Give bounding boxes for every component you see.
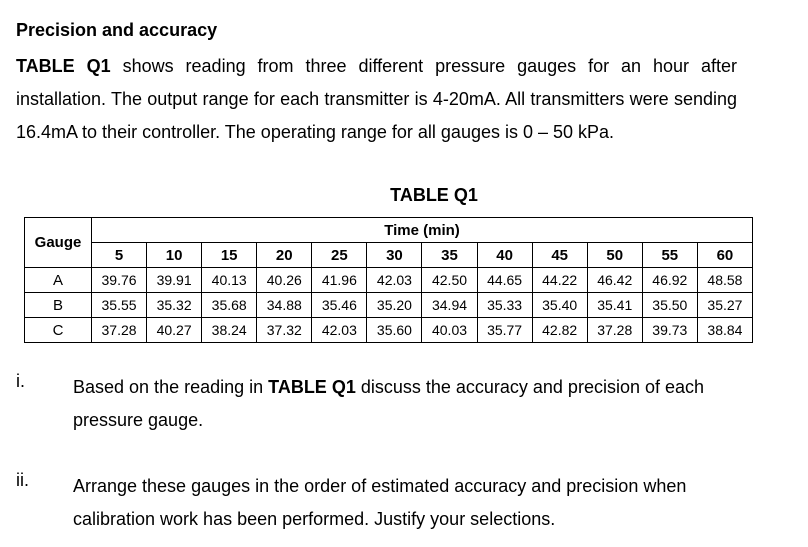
reading-cell: 40.26 bbox=[257, 268, 312, 293]
readings-table bbox=[24, 217, 753, 343]
reading-cell: 35.68 bbox=[202, 293, 257, 318]
question-table-reference: TABLE Q1 bbox=[268, 377, 356, 397]
table-row bbox=[25, 268, 753, 293]
question-text-pre: Based on the reading in bbox=[73, 377, 269, 397]
reading-cell: 41.96 bbox=[312, 268, 367, 293]
time-header-cell: 10 bbox=[147, 243, 202, 268]
reading-cell: 39.91 bbox=[147, 268, 202, 293]
intro-paragraph bbox=[16, 50, 737, 149]
time-header-cell: 35 bbox=[422, 243, 477, 268]
reading-cell: 35.46 bbox=[312, 293, 367, 318]
question-text bbox=[73, 371, 753, 437]
time-values-row bbox=[25, 243, 753, 268]
reading-cell: 44.65 bbox=[477, 268, 532, 293]
reading-cell: 38.84 bbox=[697, 318, 752, 343]
reading-cell: 35.33 bbox=[477, 293, 532, 318]
time-header-cell: 20 bbox=[257, 243, 312, 268]
time-header-cell: 40 bbox=[477, 243, 532, 268]
gauge-name-cell: C bbox=[25, 318, 92, 343]
question-text bbox=[73, 470, 753, 536]
reading-cell: 40.27 bbox=[147, 318, 202, 343]
reading-cell: 35.50 bbox=[642, 293, 697, 318]
reading-cell: 40.13 bbox=[202, 268, 257, 293]
time-header-cell: 60 bbox=[697, 243, 752, 268]
question-number: ii. bbox=[16, 470, 29, 490]
reading-cell: 35.41 bbox=[587, 293, 642, 318]
reading-cell: 38.24 bbox=[202, 318, 257, 343]
reading-cell: 35.32 bbox=[147, 293, 202, 318]
question-text-pre: Arrange these gauges in the order of estimated accuracy and precision when calibration work has been performed. Justify your selections. bbox=[73, 476, 687, 529]
reading-cell: 42.03 bbox=[312, 318, 367, 343]
reading-cell: 34.94 bbox=[422, 293, 477, 318]
reading-cell: 40.03 bbox=[422, 318, 477, 343]
reading-cell: 42.03 bbox=[367, 268, 422, 293]
reading-cell: 35.55 bbox=[92, 293, 147, 318]
reading-cell: 42.82 bbox=[532, 318, 587, 343]
reading-cell: 37.28 bbox=[587, 318, 642, 343]
reading-cell: 35.40 bbox=[532, 293, 587, 318]
table-row bbox=[25, 318, 753, 343]
time-header-cell: 55 bbox=[642, 243, 697, 268]
reading-cell: 37.32 bbox=[257, 318, 312, 343]
reading-cell: 46.42 bbox=[587, 268, 642, 293]
reading-cell: 35.60 bbox=[367, 318, 422, 343]
section-heading: Precision and accuracy bbox=[16, 20, 218, 40]
reading-cell: 34.88 bbox=[257, 293, 312, 318]
gauge-name-cell: B bbox=[25, 293, 92, 318]
time-header-cell: 30 bbox=[367, 243, 422, 268]
reading-cell: 44.22 bbox=[532, 268, 587, 293]
table-reference: TABLE Q1 bbox=[16, 56, 111, 76]
time-header-cell: 25 bbox=[312, 243, 367, 268]
reading-cell: 35.27 bbox=[697, 293, 752, 318]
table-row bbox=[25, 293, 753, 318]
time-header-cell: 50 bbox=[587, 243, 642, 268]
reading-cell: 35.77 bbox=[477, 318, 532, 343]
reading-cell: 37.28 bbox=[92, 318, 147, 343]
time-header-cell: 45 bbox=[532, 243, 587, 268]
reading-cell: 46.92 bbox=[642, 268, 697, 293]
reading-cell: 39.73 bbox=[642, 318, 697, 343]
reading-cell: 39.76 bbox=[92, 268, 147, 293]
time-header-cell: 5 bbox=[92, 243, 147, 268]
reading-cell: 35.20 bbox=[367, 293, 422, 318]
reading-cell: 48.58 bbox=[697, 268, 752, 293]
question-text-post: discuss the accuracy and precision of each pressure gauge. bbox=[73, 377, 705, 430]
question-number: i. bbox=[16, 371, 25, 391]
reading-cell: 42.50 bbox=[422, 268, 477, 293]
gauge-column-header: Gauge bbox=[25, 218, 92, 268]
time-header-cell: 15 bbox=[202, 243, 257, 268]
table-body bbox=[25, 268, 753, 343]
table-header-row bbox=[25, 218, 753, 243]
gauge-name-cell: A bbox=[25, 268, 92, 293]
time-column-header: Time (min) bbox=[92, 218, 753, 243]
table-caption: TABLE Q1 bbox=[390, 185, 478, 205]
intro-text: shows reading from three different pressure gauges for an hour after installation. The output range for each transmitter is 4-20mA. All transmitters were sending 16.4mA to their controller. The operating range for all gauges is 0 – 50 kPa. bbox=[16, 56, 737, 142]
